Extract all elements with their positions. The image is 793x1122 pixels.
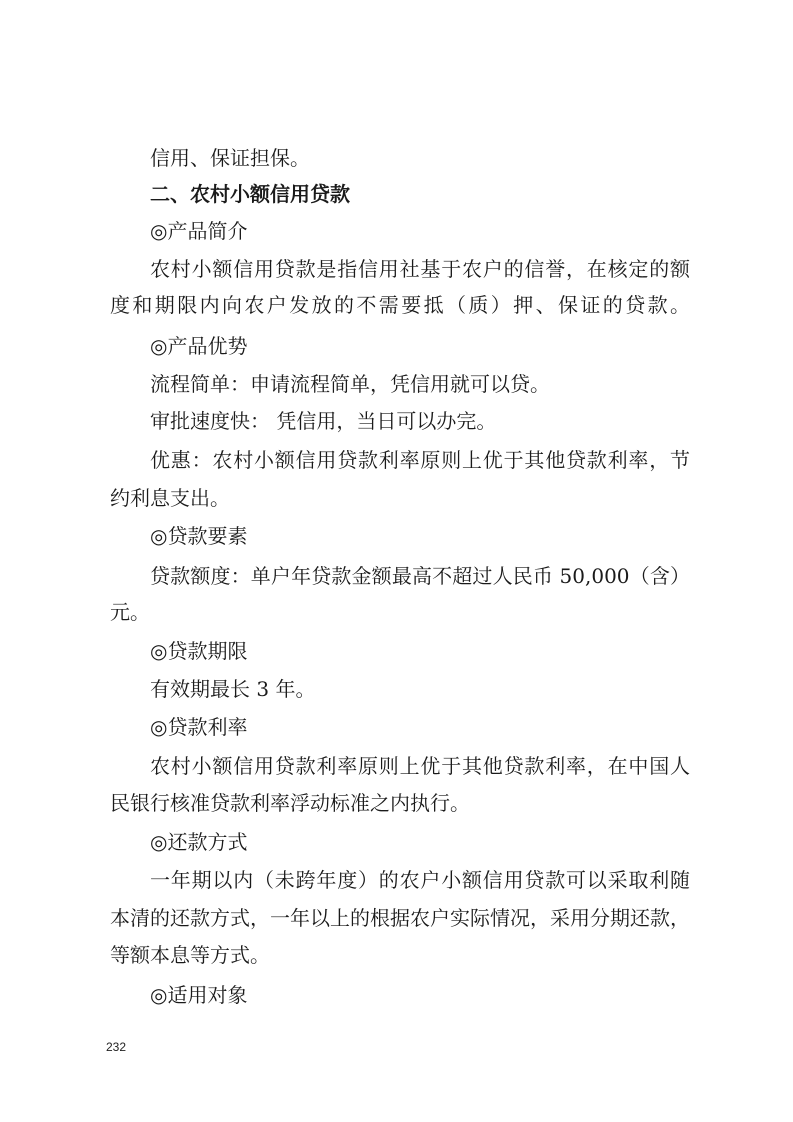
subsection-heading: ◎产品简介 — [150, 219, 248, 243]
subsection-heading: ◎适用对象 — [150, 983, 248, 1007]
subsection-heading: ◎贷款利率 — [150, 715, 248, 739]
text-line: 审批速度快： 凭信用，当日可以办完。 — [150, 409, 497, 433]
text-line: 贷款额度：单户年贷款金额最高不超过人民币 50,000（含） — [150, 564, 690, 588]
text-line: 本清的还款方式，一年以上的根据农户实际情况，采用分期还款， — [110, 906, 690, 930]
text-line: 农村小额信用贷款是指信用社基于农户的信誉，在核定的额 — [150, 257, 690, 281]
section-heading: 二、农村小额信用贷款 — [150, 182, 350, 206]
text-line: 元。 — [110, 600, 150, 624]
text-line: 约利息支出。 — [110, 486, 230, 510]
text-line: 优惠：农村小额信用贷款利率原则上优于其他贷款利率，节 — [150, 448, 690, 472]
text-line: 度和期限内向农户发放的不需要抵（质）押、保证的贷款。 — [110, 293, 690, 317]
text-line: 农村小额信用贷款利率原则上优于其他贷款利率，在中国人 — [150, 754, 690, 778]
subsection-heading: ◎贷款要素 — [150, 524, 248, 548]
text-line: 一年期以内（未跨年度）的农户小额信用贷款可以采取利随 — [150, 868, 690, 892]
subsection-heading: ◎产品优势 — [150, 334, 248, 358]
text-line: 流程简单：申请流程简单，凭信用就可以贷。 — [150, 372, 550, 396]
text-line: 等额本息等方式。 — [110, 943, 270, 967]
page-number: 232 — [106, 1040, 127, 1054]
text-line: 民银行核准贷款利率浮动标准之内执行。 — [110, 791, 470, 815]
text-line: 信用、保证担保。 — [150, 146, 310, 170]
text-line: 有效期最长 3 年。 — [150, 677, 316, 701]
subsection-heading: ◎贷款期限 — [150, 639, 248, 663]
subsection-heading: ◎还款方式 — [150, 830, 248, 854]
